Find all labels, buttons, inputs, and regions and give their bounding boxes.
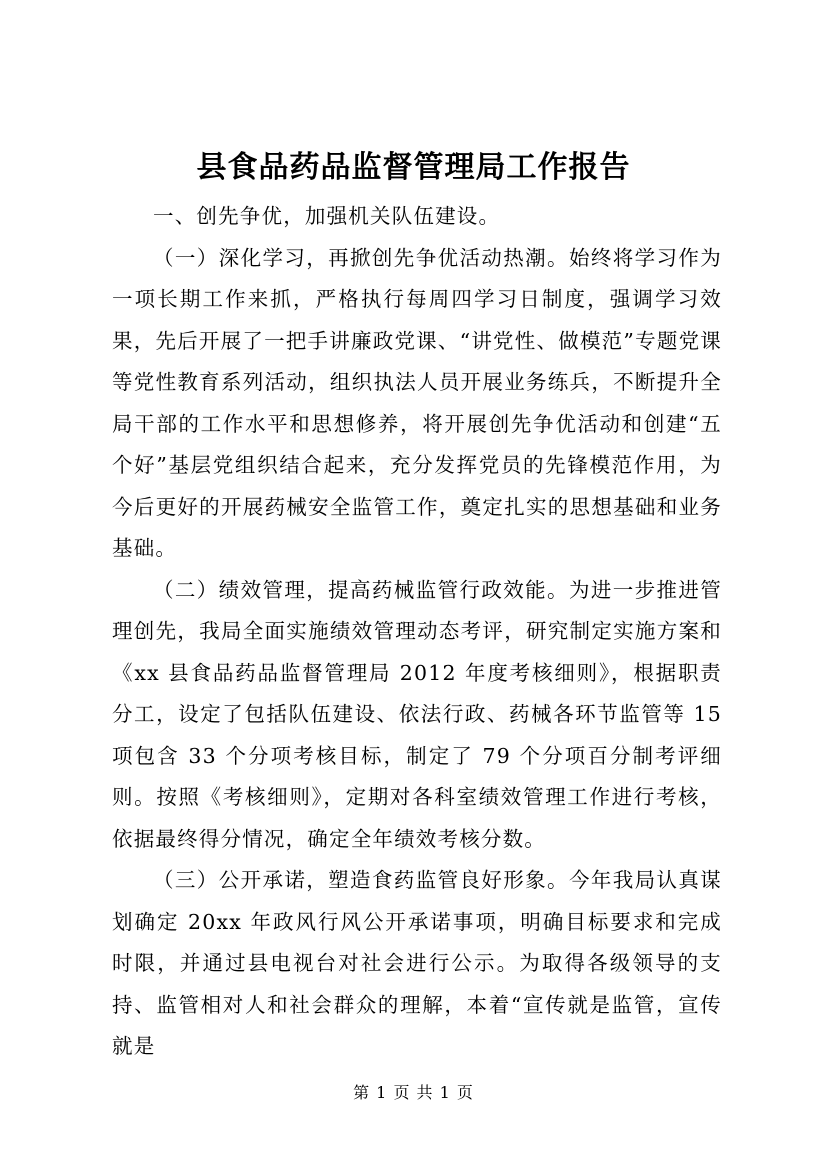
document-body [112, 196, 722, 1068]
paragraph-performance: （二）绩效管理，提高药械监管行政效能。为进一步推进管理创先，我局全面实施绩效管理动态考评，研究制定实施方案和《xx 县食品药品监督管理局 2012 年度考核细则》，根据职责分工，设定了包括队伍建设、依法行政、药械各环节监管等 15 项包含 33 个分项考核目标，制定了 79 个分项百分制考评细则。按照《考核细则》，定期对各科室绩效管理工作进行考核，依据最终得分情况，确定全年绩效考核分数。 [112, 577, 722, 851]
paragraph-study: （一）深化学习，再掀创先争优活动热潮。始终将学习作为一项长期工作来抓，严格执行每周四学习日制度，强调学习效果，先后开展了一把手讲廉政党课、“讲党性、做模范”专题党课等党性教育系列活动，组织执法人员开展业务练兵，不断提升全局干部的工作水平和思想修养，将开展创先争优活动和创建“五个好”基层党组织结合起来，充分发挥党员的先锋模范作用，为今后更好的开展药械安全监管工作，奠定扎实的思想基础和业务基础。 [112, 245, 722, 560]
page-footer: 第 1 页 共 1 页 [353, 1083, 474, 1102]
section-heading: 一、创先争优，加强机关队伍建设。 [153, 204, 501, 228]
paragraph-commitment: （三）公开承诺，塑造食药监管良好形象。今年我局认真谋划确定 20xx 年政风行风公开承诺事项，明确目标要求和完成时限，并通过县电视台对社会进行公示。为取得各级领导的支持、监管相对人和社会群众的理解，本着“宣传就是监管，宣传就是 [112, 868, 722, 1058]
document-title: 县食品药品监督管理局工作报告 [196, 150, 631, 185]
